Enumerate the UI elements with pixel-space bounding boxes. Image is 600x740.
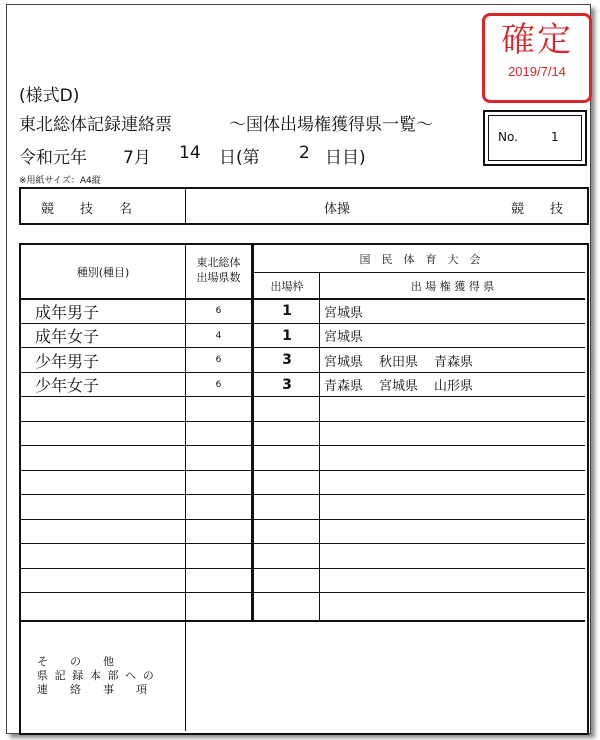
- number-box: [483, 110, 587, 166]
- prefecture: 宮城県: [324, 330, 364, 345]
- form-title: 東北総体記録連絡票: [19, 115, 172, 135]
- header-count-line2: 出場県数: [196, 271, 241, 284]
- form-subtitle: 〜国体出場権獲得県一覧〜: [229, 115, 433, 135]
- row-count: 6: [215, 379, 222, 390]
- row-prefectures: [321, 299, 584, 323]
- other-notes-line: 連 絡 事 項: [37, 683, 147, 696]
- row-slots: 1: [282, 303, 292, 319]
- prefecture: 宮城県: [324, 305, 364, 321]
- number-label: No.: [498, 130, 518, 144]
- stamp-label: 確定: [501, 20, 573, 60]
- header-national-games: 国 民 体 育 大 会: [359, 252, 481, 266]
- header-slots: 出場枠: [270, 279, 304, 293]
- row-category: 成年女子: [35, 327, 100, 346]
- prefecture: 山形県: [434, 379, 474, 394]
- row-prefectures: [321, 348, 584, 372]
- confirmed-stamp: [482, 13, 592, 103]
- prefecture: 青森県: [434, 354, 474, 370]
- event-sport: 体操: [324, 202, 351, 217]
- row-count: 4: [215, 330, 222, 341]
- form-type: (様式D): [19, 86, 80, 106]
- date-day: 14: [179, 143, 201, 163]
- row-category: 少年男子: [35, 351, 100, 371]
- date-era: 令和元年: [19, 148, 87, 168]
- row-count: 6: [215, 355, 222, 365]
- date-day-unit: 日(第: [219, 148, 260, 168]
- record-form-page: [6, 4, 591, 734]
- header-prefectures: 出 場 権 獲 得 県: [410, 279, 495, 293]
- prefecture: 秋田県: [379, 354, 419, 370]
- date-day-num: 2: [299, 143, 310, 163]
- paper-size-note: ※用紙サイズ：A4縦: [19, 176, 101, 186]
- date-day-suffix: 日目): [325, 148, 366, 168]
- results-table: [19, 243, 589, 735]
- other-notes-line: そ の 他: [37, 655, 114, 668]
- prefecture: 宮城県: [379, 379, 419, 394]
- header-category: 種別(種目): [76, 265, 130, 279]
- row-count: 6: [215, 306, 222, 316]
- row-slots: 3: [282, 352, 292, 368]
- event-category: 競 技: [511, 202, 564, 217]
- row-slots: 1: [282, 327, 292, 344]
- prefecture: 青森県: [324, 379, 364, 394]
- row-category: 少年女子: [35, 376, 100, 395]
- row-category: 成年男子: [35, 302, 100, 322]
- row-prefectures: [321, 324, 584, 347]
- stamp-date: 2019/7/14: [508, 64, 566, 79]
- other-notes-line: 県 記 録 本 部 へ の: [37, 669, 154, 682]
- event-name-row: [19, 187, 589, 225]
- event-label: 競 技 名: [41, 202, 133, 217]
- header-count-line1: 東北総体: [196, 256, 241, 269]
- prefecture: 宮城県: [324, 354, 364, 370]
- row-slots: 3: [282, 376, 292, 393]
- date-month: 7月: [123, 148, 151, 168]
- number-value: 1: [551, 130, 559, 144]
- other-notes-label: [37, 655, 154, 697]
- row-prefectures: [321, 373, 584, 396]
